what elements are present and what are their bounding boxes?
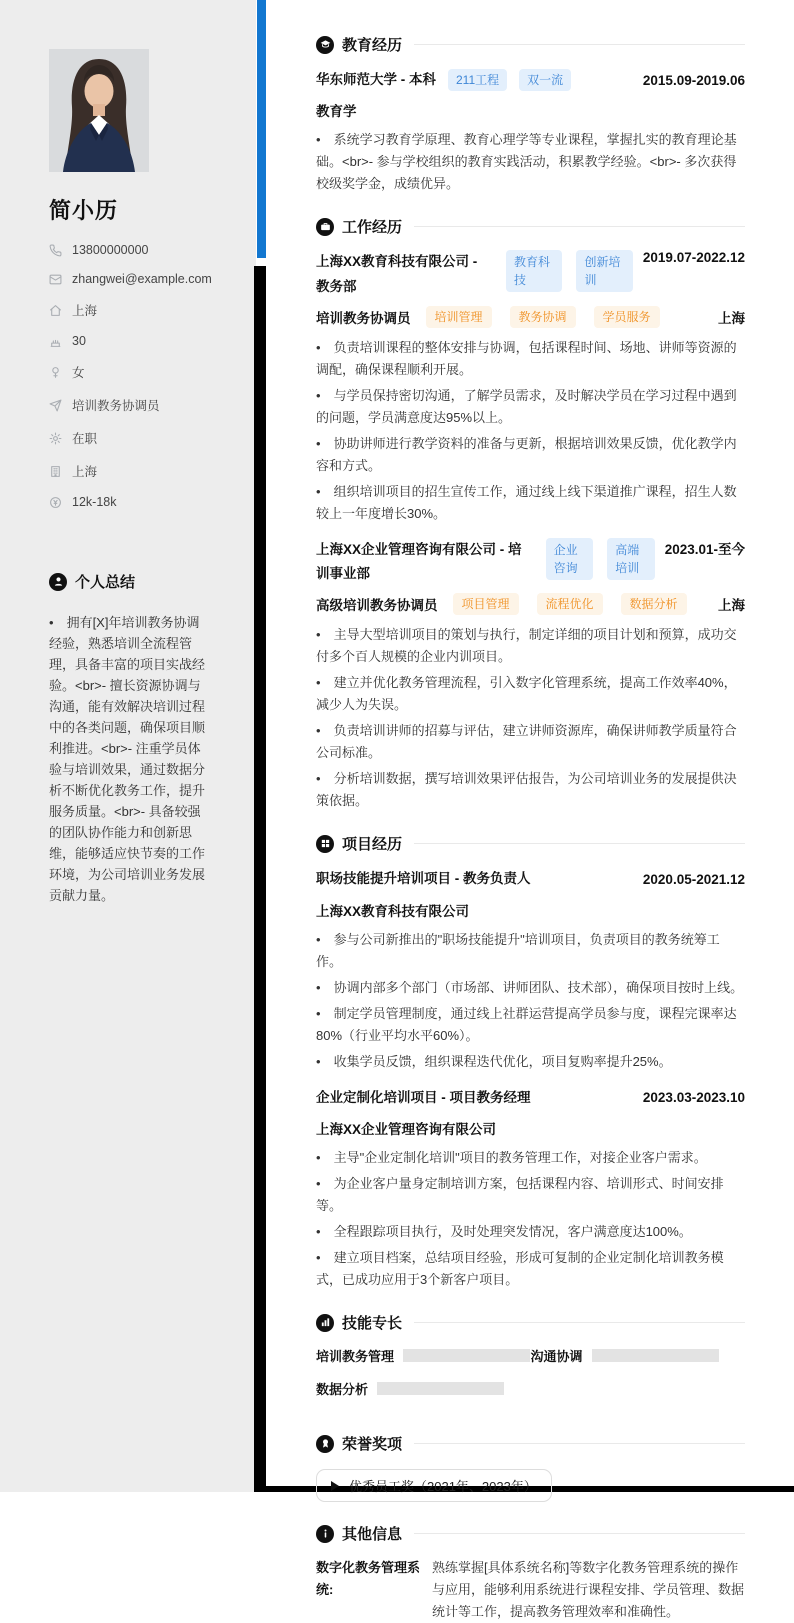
bullet-item: • 与学员保持密切沟通，了解学员需求，及时解决学员在学习过程中遇到的问题，学员满意度达95%以上。 — [316, 385, 745, 429]
skill-item — [316, 1379, 531, 1398]
section-work — [316, 216, 745, 812]
bullet-item: • 主导大型培训项目的策划与执行，制定详细的项目计划和预算，成功交付多个百人规模的企业内训项目。 — [316, 624, 745, 668]
phone-icon — [49, 244, 62, 257]
sidebar — [0, 0, 256, 1492]
gender-value: 女 — [72, 366, 85, 380]
city-value: 上海 — [72, 465, 98, 479]
company-name: 上海XX企业管理咨询有限公司 - 培训事业部 — [316, 541, 522, 582]
project-entry-head — [316, 1086, 745, 1110]
role-tag: 培训管理 — [426, 306, 492, 328]
briefcase-icon — [316, 218, 334, 236]
skills-header — [316, 1312, 745, 1333]
bullet-item: • 系统学习教育学原理、教育心理学等专业课程，掌握扎实的教育理论基础。<br>- 参与学校组织的教育实践活动，积累教学经验。<br>- 多次获得校级奖学金，成绩优异。 — [316, 129, 745, 195]
section-rule — [414, 44, 745, 45]
section-education — [316, 34, 745, 195]
other-header — [316, 1523, 745, 1544]
bullet-item: • 分析培训数据，撰写培训效果评估报告，为公司培训业务的发展提供决策依据。 — [316, 768, 745, 812]
status-value: 在职 — [72, 432, 98, 446]
home-icon — [49, 304, 62, 317]
contact-item-status — [49, 429, 212, 447]
salary-value: 12k-18k — [72, 495, 117, 509]
school-badges — [448, 69, 571, 91]
main-content — [266, 0, 794, 1620]
company-tag: 创新培训 — [576, 250, 632, 292]
medal-icon — [316, 1435, 334, 1453]
skill-label: 培训教务管理 — [316, 1349, 395, 1365]
company-tags — [546, 538, 655, 580]
summary-title: 个人总结 — [75, 574, 136, 591]
work-entry — [316, 250, 745, 525]
role-tag: 学员服务 — [594, 306, 660, 328]
company-tag: 企业咨询 — [546, 538, 594, 580]
role-tag: 教务协调 — [510, 306, 576, 328]
section-other — [316, 1523, 745, 1623]
email-value: zhangwei@example.com — [72, 272, 212, 286]
role-name: 培训教务协调员 — [316, 310, 411, 326]
contact-item-phone — [49, 243, 212, 257]
profile-photo — [49, 49, 149, 172]
company-tag: 高端培训 — [607, 538, 655, 580]
skill-item — [316, 1346, 531, 1365]
project-entry — [316, 867, 745, 1072]
portrait-placeholder — [49, 49, 149, 172]
section-rule — [414, 1322, 745, 1323]
phone-value: 13800000000 — [72, 243, 149, 257]
bullet-item: • 建立项目档案，总结项目经验，形成可复制的企业定制化培训教务模式，已成功应用于3个新客户项目。 — [316, 1247, 745, 1291]
education-date: 2015.09-2019.06 — [642, 72, 745, 88]
school-name: 华东师范大学 - 本科 — [316, 72, 436, 87]
home-value: 上海 — [72, 304, 98, 318]
work-header — [316, 216, 745, 237]
candidate-name: 简小历 — [49, 198, 119, 223]
bullet-item: • 制定学员管理制度，通过线上社群运营提高学员参与度，课程完课率达80%（行业平均水平60%）。 — [316, 1003, 745, 1047]
company-name: 上海XX教育科技有限公司 - 教务部 — [316, 254, 478, 294]
work-entry-head — [316, 250, 745, 299]
skill-bar — [403, 1349, 530, 1362]
info-icon — [316, 1525, 334, 1543]
contact-item-city — [49, 462, 212, 480]
expand-arrow-icon — [331, 1481, 339, 1491]
bullet-item: • 建立并优化教务管理流程，引入数字化管理系统，提高工作效率40%，减少人为失误。 — [316, 672, 745, 716]
summary-text: • 拥有[X]年培训教务协调经验，熟悉培训全流程管理，具备丰富的项目实战经验。<br>- 擅长资源协调与沟通，能有效解决培训过程中的各类问题，确保项目顺利推进。<br>- 注重学员体验与培训效果，通过数据分析不断优化教务工作，提升服务质量。<br>- 具备较强的团队协作能力和创新思维，能够适应快节奏的工作环境，为公司培训业务发展贡献力量。 — [49, 612, 211, 906]
bullet-item: • 主导"企业定制化培训"项目的教务管理工作，对接企业客户需求。 — [316, 1147, 745, 1169]
person-icon — [49, 573, 67, 591]
bullet-item: • 组织培训项目的招生宣传工作，通过线上线下渠道推广课程，招生人数较上一年度增长30%。 — [316, 481, 745, 525]
role-tag: 数据分析 — [621, 593, 687, 615]
grid-icon — [316, 835, 334, 853]
project-entry — [316, 1086, 745, 1291]
contact-item-gender — [49, 363, 212, 381]
projects-header — [316, 833, 745, 854]
project-company: 上海XX教育科技有限公司 — [316, 903, 470, 919]
bullet-item: • 协调内部多个部门（市场部、讲师团队、技术部），确保项目按时上线。 — [316, 977, 745, 999]
honor-item[interactable] — [316, 1469, 552, 1502]
work-entry — [316, 538, 745, 813]
skill-item — [531, 1346, 746, 1365]
company-tags — [506, 250, 633, 292]
skill-label: 沟通协调 — [530, 1349, 583, 1365]
project-date: 2020.05-2021.12 — [642, 872, 745, 888]
city-icon — [49, 465, 62, 478]
work-date: 2023.01-至今 — [664, 541, 745, 557]
bullet-item: • 协助讲师进行教学资料的准备与更新，根据培训效果反馈，优化教学内容和方式。 — [316, 433, 745, 477]
contact-item-email — [49, 272, 212, 286]
bullet-item: • 全程跟踪项目执行，及时处理突发情况，客户满意度达100%。 — [316, 1221, 745, 1243]
bar-chart-icon — [316, 1314, 334, 1332]
bullet-item: • 负责培训课程的整体安排与协调，包括课程时间、场地、讲师等资源的调配，确保课程顺利开展。 — [316, 337, 745, 381]
role-tag: 流程优化 — [537, 593, 603, 615]
position-icon — [49, 399, 62, 412]
role-tag: 项目管理 — [453, 593, 519, 615]
skill-bar — [592, 1349, 719, 1362]
education-bullets — [316, 129, 745, 195]
project-date: 2023.03-2023.10 — [642, 1090, 745, 1106]
section-rule — [414, 843, 745, 844]
age-icon — [49, 335, 62, 348]
project-bullets — [316, 929, 745, 1073]
project-name: 职场技能提升培训项目 - 教务负责人 — [316, 871, 531, 887]
role-tags — [426, 306, 660, 328]
company-tag: 教育科技 — [506, 250, 562, 292]
honor-label: 优秀员工奖（2021年、2023年） — [349, 1479, 537, 1495]
other-item-label: 数字化教务管理系统: — [316, 1560, 421, 1598]
contact-list — [49, 243, 212, 509]
work-title: 工作经历 — [342, 219, 403, 237]
skill-bar — [377, 1382, 504, 1395]
project-bullets — [316, 1147, 745, 1291]
summary-header — [49, 571, 212, 592]
salary-icon — [49, 496, 62, 509]
summary-section — [49, 571, 212, 906]
section-rule — [414, 1533, 745, 1534]
work-location: 上海 — [718, 310, 745, 326]
school-badge: 211工程 — [448, 69, 507, 91]
work-location: 上海 — [718, 598, 745, 614]
contact-item-age — [49, 334, 212, 348]
other-title: 其他信息 — [342, 1526, 403, 1544]
section-projects — [316, 833, 745, 1291]
gender-icon — [49, 366, 62, 379]
work-bullets — [316, 337, 745, 525]
section-rule — [414, 1443, 745, 1444]
honors-title: 荣誉奖项 — [342, 1436, 403, 1454]
school-badge: 双一流 — [519, 69, 571, 91]
page-divider — [254, 266, 266, 1492]
work-entry-head — [316, 538, 745, 587]
role-row — [316, 306, 745, 328]
skills-title: 技能专长 — [342, 1315, 403, 1333]
section-skills — [316, 1312, 745, 1412]
bullet-item: • 负责培训讲师的招募与评估，建立讲师资源库，确保讲师教学质量符合公司标准。 — [316, 720, 745, 764]
role-tags — [453, 593, 687, 615]
education-entry-head — [316, 68, 745, 92]
project-entry-head — [316, 867, 745, 891]
bullet-item: • 收集学员反馈，组织课程迭代优化，项目复购率提升25%。 — [316, 1051, 745, 1073]
contact-item-salary — [49, 495, 212, 509]
work-date: 2019.07-2022.12 — [642, 250, 745, 266]
mail-icon — [49, 273, 62, 286]
honors-header — [316, 1433, 745, 1454]
contact-item-home — [49, 301, 212, 319]
projects-title: 项目经历 — [342, 836, 403, 854]
age-value: 30 — [72, 334, 86, 348]
education-header — [316, 34, 745, 55]
role-row — [316, 593, 745, 615]
graduation-cap-icon — [316, 36, 334, 54]
education-entry — [316, 68, 745, 195]
section-rule — [414, 226, 745, 227]
status-icon — [49, 432, 62, 445]
project-name: 企业定制化培训项目 - 项目教务经理 — [316, 1089, 531, 1105]
contact-item-position — [49, 396, 212, 414]
work-bullets — [316, 624, 745, 812]
bullet-item: • 为企业客户量身定制培训方案，包括课程内容、培训形式、时间安排等。 — [316, 1173, 745, 1217]
education-title: 教育经历 — [342, 37, 403, 54]
role-name: 高级培训教务协调员 — [316, 598, 438, 614]
project-company: 上海XX企业管理咨询有限公司 — [316, 1122, 497, 1138]
bullet-item: • 参与公司新推出的"职场技能提升"培训项目，负责项目的教务统筹工作。 — [316, 929, 745, 973]
other-item — [316, 1557, 745, 1623]
major-name: 教育学 — [316, 104, 357, 120]
skills-list — [316, 1346, 745, 1412]
other-item-text: 熟练掌握[具体系统名称]等数字化教务管理系统的操作与应用，能够利用系统进行课程安排、学员管理、数据统计等工作，提高教务管理效率和准确性。 — [432, 1560, 745, 1620]
section-honors — [316, 1433, 745, 1502]
skill-label: 数据分析 — [316, 1382, 369, 1398]
position-value: 培训教务协调员 — [72, 399, 160, 413]
